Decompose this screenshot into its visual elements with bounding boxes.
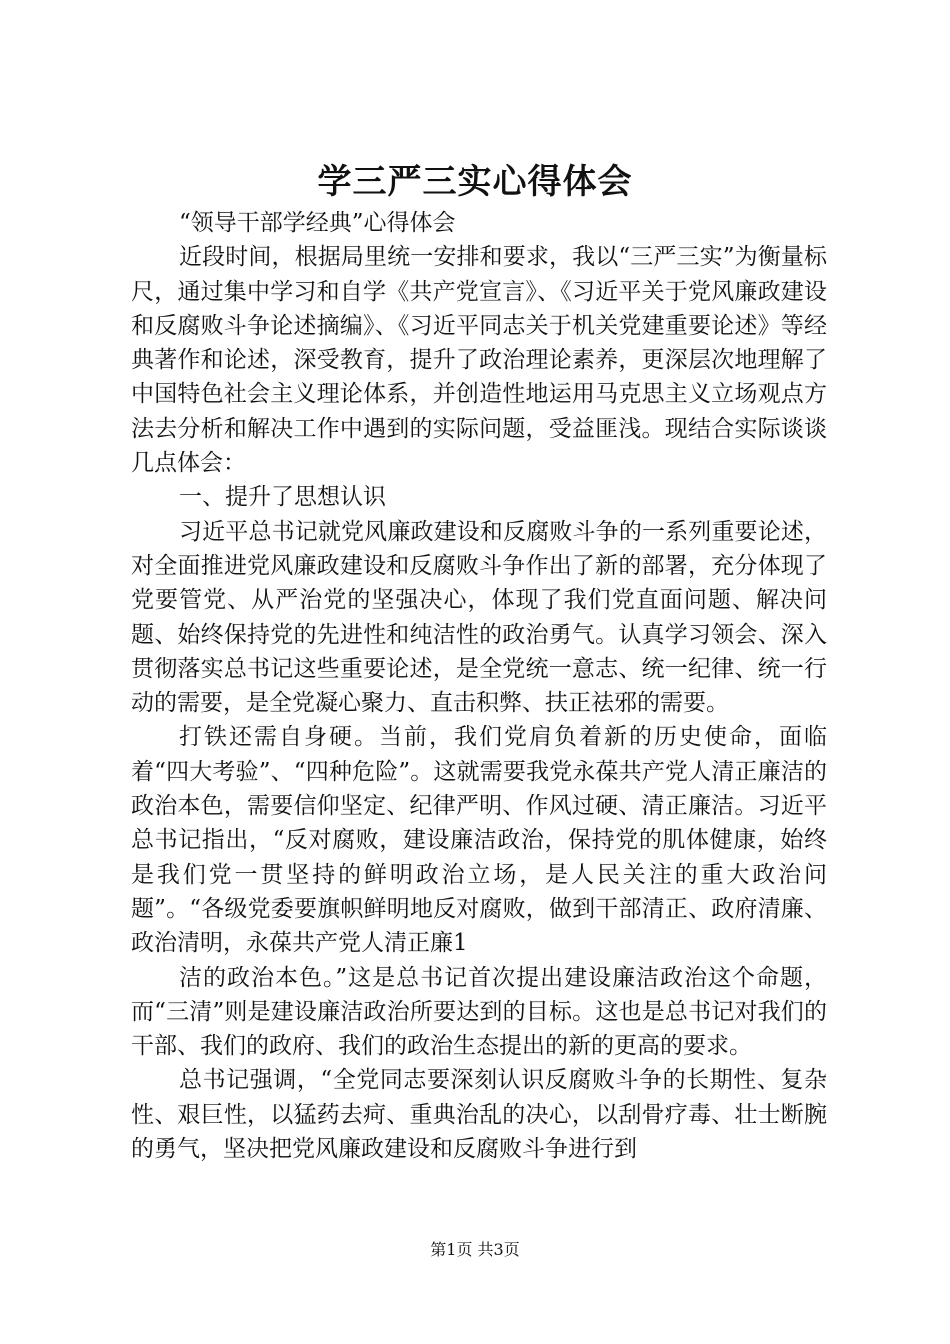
paragraph-body: 总书记强调，“全党同志要深刻认识反腐败斗争的长期性、复杂性、艰巨性，以猛药去疴、重典治乱的决心，以刮骨疗毒、壮士断腕的勇气，坚决把党风廉政建设和反腐败斗争进行到 bbox=[131, 1067, 827, 1163]
paragraph-body: 打铁还需自身硬。当前，我们党肩负着新的历史使命，面临着“四大考验”、“四种危险”。这就需要我党永葆共产党人清正廉洁的政治本色，需要信仰坚定、纪律严明、作风过硬、清正廉洁。习近平总书记指出，“反对腐败，建设廉洁政治，保持党的肌体健康，始终是我们党一贯坚持的鲜明政治立场，是人民关注的重大政治问题”。“各级党委要旗帜鲜明地反对腐败，做到干部清正、政府清廉、政治清明，永葆共产党人清正廉1 bbox=[131, 724, 827, 957]
paragraph-body: 习近平总书记就党风廉政建设和反腐败斗争的一系列重要论述，对全面推进党风廉政建设和反腐败斗争作出了新的部署，充分体现了党要管党、从严治党的坚强决心，体现了我们党直面问题、解决问题、始终保持党的先进性和纯洁性的政治勇气。认真学习领会、深入贯彻落实总书记这些重要论述，是全党统一意志、统一纪律、统一行动的需要，是全党凝心聚力、直击积弊、扶正祛邪的需要。 bbox=[131, 518, 827, 717]
document-title: 学三严三实心得体会 bbox=[317, 162, 633, 202]
section-heading-1: 一、提升了思想认识 bbox=[179, 484, 386, 511]
page-footer: 第1页 共3页 bbox=[430, 1240, 520, 1259]
document-body bbox=[131, 206, 827, 1166]
paragraph-body: 洁的政治本色。”这是总书记首次提出建设廉洁政治这个命题，而“三清”则是建设廉洁政治所要达到的目标。这也是总书记对我们的干部、我们的政府、我们的政治生态提出的新的更高的要求。 bbox=[131, 964, 827, 1060]
paragraph-intro: 近段时间，根据局里统一安排和要求，我以“三严三实”为衡量标尺，通过集中学习和自学《共产党宣言》、《习近平关于党风廉政建设和反腐败斗争论述摘编》、《习近平同志关于机关党建重要论述》等经典著作和论述，深受教育，提升了政治理论素养，更深层次地理解了中国特色社会主义理论体系，并创造性地运用马克思主义立场观点方法去分析和解决工作中遇到的实际问题，受益匪浅。现结合实际谈谈几点体会： bbox=[131, 244, 827, 477]
paragraph-subtitle: “领导干部学经典”心得体会 bbox=[179, 210, 456, 236]
